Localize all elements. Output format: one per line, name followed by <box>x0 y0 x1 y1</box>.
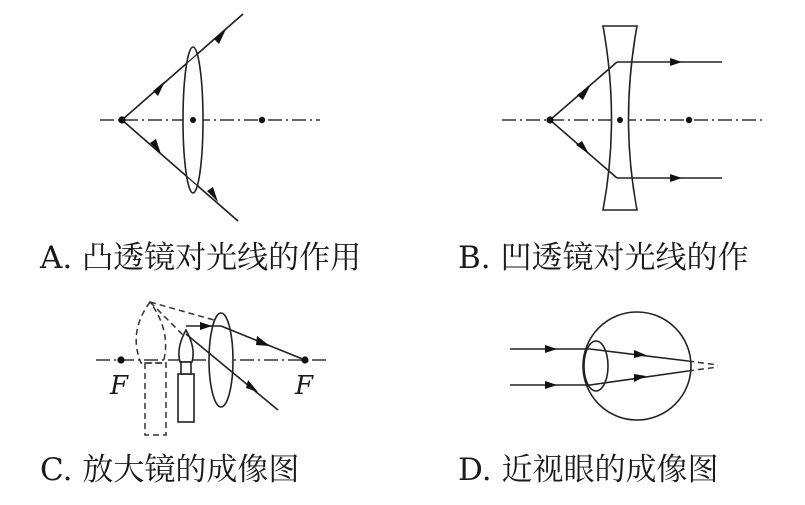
arrow-head <box>545 345 557 353</box>
focal-point-right <box>301 356 308 363</box>
extended-ray-lower <box>688 367 718 371</box>
arrow-head <box>576 141 589 154</box>
source-point <box>118 116 125 123</box>
arrow-head <box>153 81 165 96</box>
arrow-head <box>670 174 682 182</box>
source-point <box>546 116 553 123</box>
panel-d-diagram <box>510 312 718 420</box>
panel-c-caption: C. 放大镜的成像图 <box>40 452 300 488</box>
virtual-image-flame <box>136 302 165 363</box>
candle-wick-holder <box>181 362 191 374</box>
magnifier-lens <box>209 313 233 407</box>
lens-center <box>190 117 196 123</box>
focal-point <box>686 117 692 123</box>
panel-c-diagram <box>96 302 330 435</box>
virtual-image-candle <box>145 363 166 435</box>
virtual-ray-lower <box>150 302 186 338</box>
panel-b-caption: B. 凹透镜对光线的作 <box>458 240 749 276</box>
lower-ray-through-lens <box>122 120 238 221</box>
panel-b-diagram <box>502 26 762 210</box>
focal-point-left <box>117 356 124 363</box>
focal-label-right: F <box>295 371 314 401</box>
candle-body <box>178 374 194 422</box>
arrow-head <box>545 381 557 389</box>
extended-ray-upper <box>688 361 718 365</box>
arrow-head <box>577 86 590 100</box>
panel-a-caption: A. 凸透镜对光线的作用 <box>40 240 362 276</box>
panel-d-caption: D. 近视眼的成像图 <box>458 452 719 488</box>
focal-label-left: F <box>110 371 129 401</box>
arrow-head <box>200 322 212 330</box>
arrow-head <box>246 380 258 392</box>
lens-center <box>617 117 623 123</box>
arrow-head <box>214 29 226 44</box>
panel-a-diagram <box>100 14 320 221</box>
arrow-head <box>256 336 270 346</box>
focal-point <box>259 117 265 123</box>
arrow-head <box>670 58 682 66</box>
